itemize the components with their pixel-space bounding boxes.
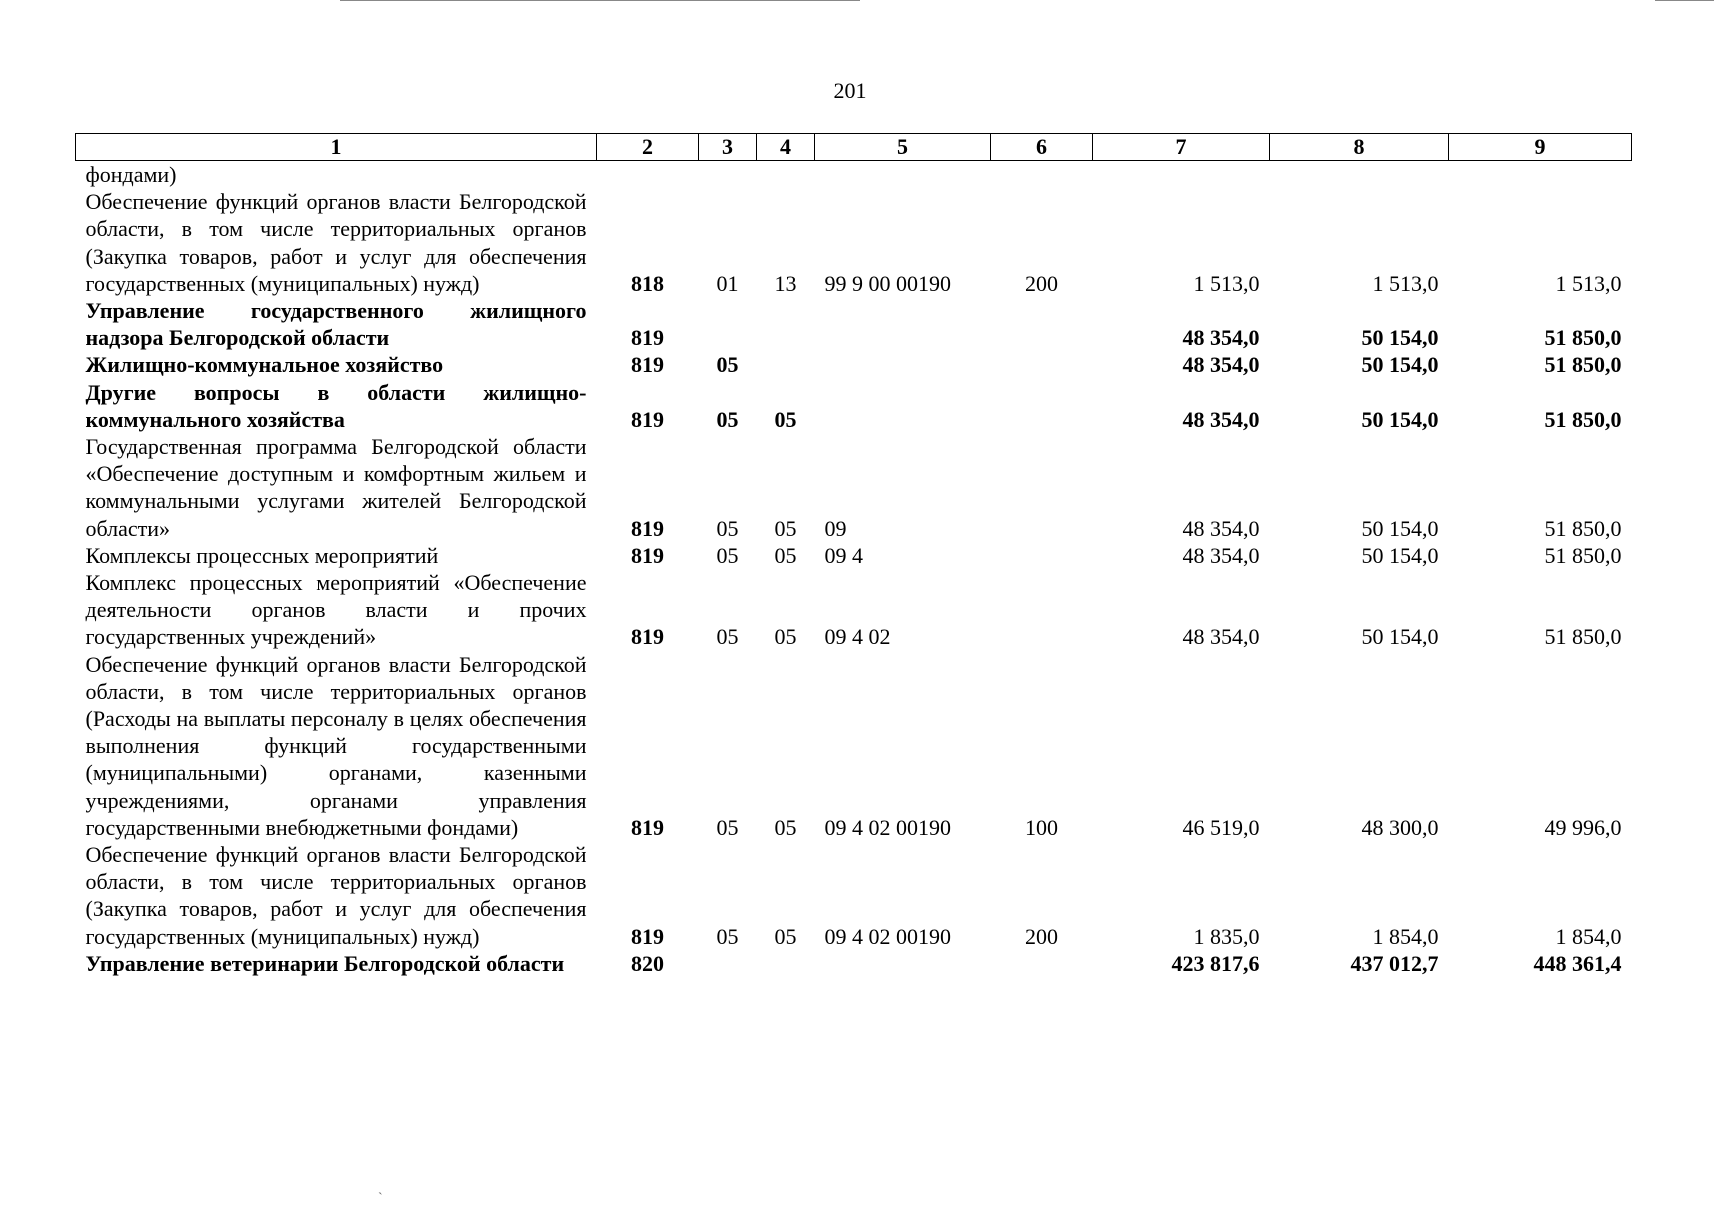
row-value-col9-cell: 49 996,0 bbox=[1544, 814, 1622, 840]
page-number-text: 201 bbox=[833, 78, 867, 103]
table-row bbox=[76, 651, 1632, 841]
scan-mark: ˋ bbox=[378, 1191, 383, 1206]
row-admin-code-cell: 819 bbox=[631, 352, 664, 378]
row-target-article-cell: 09 4 02 00190 bbox=[824, 923, 951, 949]
column-header: 4 bbox=[757, 134, 815, 161]
table-body bbox=[76, 161, 1632, 978]
row-expense-type-cell: 100 bbox=[1025, 814, 1058, 840]
column-header: 1 bbox=[76, 134, 597, 161]
table-row bbox=[76, 188, 1632, 297]
column-header: 5 bbox=[815, 134, 991, 161]
row-name-cell: Жилищно-коммунальное хозяйство bbox=[85, 352, 444, 378]
row-value-col9-cell: 1 513,0 bbox=[1555, 270, 1622, 296]
table-header-row bbox=[76, 134, 1632, 161]
row-value-col7-cell: 48 354,0 bbox=[1182, 515, 1260, 541]
row-name-cell: Обеспечение функций органов власти Белгородской области, в том числе территориальных органов (Закупка товаров, работ и услуг для обеспечения государственных (муниципальных) нужд) bbox=[85, 189, 587, 296]
row-section-cell: 05 bbox=[716, 515, 739, 541]
row-section-cell: 05 bbox=[716, 542, 739, 568]
row-section-cell: 05 bbox=[716, 406, 739, 432]
column-header: 9 bbox=[1449, 134, 1632, 161]
row-value-col9-cell: 51 850,0 bbox=[1544, 624, 1622, 650]
row-value-col7-cell: 48 354,0 bbox=[1182, 352, 1260, 378]
row-admin-code-cell: 819 bbox=[631, 923, 664, 949]
row-subsection-cell: 05 bbox=[774, 515, 797, 541]
row-section-cell: 01 bbox=[716, 270, 739, 296]
row-target-article-cell: 09 4 02 bbox=[824, 624, 891, 650]
row-value-col9-cell bbox=[1449, 161, 1632, 189]
row-admin-code-cell bbox=[597, 161, 699, 189]
row-value-col8-cell bbox=[1270, 161, 1449, 189]
scan-edge-line bbox=[340, 0, 860, 1]
row-admin-code-cell: 818 bbox=[631, 270, 664, 296]
row-value-col9-cell: 51 850,0 bbox=[1544, 406, 1622, 432]
row-subsection-cell bbox=[757, 161, 815, 189]
row-subsection-cell: 05 bbox=[774, 406, 797, 432]
row-subsection-cell: 13 bbox=[774, 270, 797, 296]
row-target-article-cell bbox=[815, 297, 991, 351]
row-value-col7-cell: 48 354,0 bbox=[1182, 406, 1260, 432]
row-subsection-cell: 05 bbox=[774, 542, 797, 568]
row-section-cell: 05 bbox=[716, 352, 739, 378]
column-header: 6 bbox=[991, 134, 1093, 161]
row-subsection-cell: 05 bbox=[774, 923, 797, 949]
row-expense-type-cell bbox=[991, 542, 1093, 569]
row-name-cell: Обеспечение функций органов власти Белгородской области, в том числе территориальных органов (Закупка товаров, работ и услуг для обеспечения государственных (муниципальных) нужд) bbox=[85, 842, 587, 949]
row-value-col8-cell: 50 154,0 bbox=[1361, 325, 1439, 351]
row-section-cell: 05 bbox=[716, 624, 739, 650]
row-target-article-cell: 09 4 02 00190 bbox=[824, 814, 951, 840]
row-admin-code-cell: 820 bbox=[631, 950, 664, 976]
row-value-col9-cell: 51 850,0 bbox=[1544, 325, 1622, 351]
table-row bbox=[76, 379, 1632, 433]
table-row bbox=[76, 351, 1632, 378]
table-row bbox=[76, 841, 1632, 950]
row-value-col8-cell: 437 012,7 bbox=[1350, 950, 1439, 976]
row-value-col7-cell: 1 835,0 bbox=[1193, 923, 1260, 949]
table-row bbox=[76, 569, 1632, 651]
row-expense-type-cell bbox=[991, 297, 1093, 351]
page-number bbox=[0, 78, 1714, 104]
row-value-col8-cell: 1 854,0 bbox=[1372, 923, 1439, 949]
row-target-article-cell: 99 9 00 00190 bbox=[824, 270, 951, 296]
row-expense-type-cell: 200 bbox=[1025, 270, 1058, 296]
row-admin-code-cell: 819 bbox=[631, 624, 664, 650]
row-value-col9-cell: 51 850,0 bbox=[1544, 515, 1622, 541]
row-target-article-cell bbox=[815, 351, 991, 378]
row-admin-code-cell: 819 bbox=[631, 814, 664, 840]
row-value-col7-cell: 48 354,0 bbox=[1182, 624, 1260, 650]
row-value-col8-cell: 50 154,0 bbox=[1361, 542, 1439, 568]
column-header: 8 bbox=[1270, 134, 1449, 161]
row-expense-type-cell bbox=[991, 161, 1093, 189]
row-expense-type-cell bbox=[991, 433, 1093, 542]
table-row bbox=[76, 950, 1632, 977]
row-value-col8-cell: 1 513,0 bbox=[1372, 270, 1439, 296]
row-name-cell: Другие вопросы в области жилищно-коммунального хозяйства bbox=[85, 379, 587, 432]
row-subsection-cell bbox=[757, 351, 815, 378]
table-row bbox=[76, 542, 1632, 569]
row-target-article-cell: 09 bbox=[824, 515, 847, 541]
row-value-col7-cell: 48 354,0 bbox=[1182, 325, 1260, 351]
budget-table bbox=[75, 133, 1632, 977]
table-row bbox=[76, 297, 1632, 351]
row-subsection-cell: 05 bbox=[774, 624, 797, 650]
column-header: 7 bbox=[1093, 134, 1270, 161]
row-value-col8-cell: 48 300,0 bbox=[1361, 814, 1439, 840]
row-value-col9-cell: 51 850,0 bbox=[1544, 542, 1622, 568]
row-target-article-cell bbox=[815, 379, 991, 433]
row-name-cell: Управление государственного жилищного надзора Белгородской области bbox=[85, 298, 587, 351]
row-subsection-cell: 05 bbox=[774, 814, 797, 840]
row-section-cell: 05 bbox=[716, 814, 739, 840]
row-value-col8-cell: 50 154,0 bbox=[1361, 515, 1439, 541]
row-expense-type-cell bbox=[991, 569, 1093, 651]
column-header: 2 bbox=[597, 134, 699, 161]
row-section-cell bbox=[699, 950, 757, 977]
row-subsection-cell bbox=[757, 950, 815, 977]
row-value-col9-cell: 448 361,4 bbox=[1533, 950, 1622, 976]
row-subsection-cell bbox=[757, 297, 815, 351]
row-name-cell: Обеспечение функций органов власти Белгородской области, в том числе территориальных органов (Расходы на выплаты персоналу в целях обеспечения выполнения функций государственными (муниципальными) органами, казенными учреждениями, органами управления государственными внебюджетными фондами) bbox=[85, 651, 587, 840]
table-row bbox=[76, 161, 1632, 189]
scan-edge-line bbox=[1655, 0, 1714, 1]
row-value-col7-cell bbox=[1093, 161, 1270, 189]
row-section-cell: 05 bbox=[716, 923, 739, 949]
row-expense-type-cell bbox=[991, 351, 1093, 378]
row-target-article-cell bbox=[815, 950, 991, 977]
row-admin-code-cell: 819 bbox=[631, 515, 664, 541]
row-expense-type-cell bbox=[991, 950, 1093, 977]
row-value-col9-cell: 1 854,0 bbox=[1555, 923, 1622, 949]
row-admin-code-cell: 819 bbox=[631, 542, 664, 568]
row-name-cell: Комплекс процессных мероприятий «Обеспечение деятельности органов власти и прочих государственных учреждений» bbox=[85, 570, 587, 650]
row-name-cell: фондами) bbox=[85, 162, 177, 187]
row-expense-type-cell: 200 bbox=[1025, 923, 1058, 949]
row-target-article-cell bbox=[815, 161, 991, 189]
row-value-col7-cell: 1 513,0 bbox=[1193, 270, 1260, 296]
row-name-cell: Комплексы процессных мероприятий bbox=[85, 542, 439, 568]
row-value-col7-cell: 48 354,0 bbox=[1182, 542, 1260, 568]
row-section-cell bbox=[699, 297, 757, 351]
row-section-cell bbox=[699, 161, 757, 189]
table-row bbox=[76, 433, 1632, 542]
row-value-col7-cell: 46 519,0 bbox=[1182, 814, 1260, 840]
row-admin-code-cell: 819 bbox=[631, 325, 664, 351]
row-value-col8-cell: 50 154,0 bbox=[1361, 406, 1439, 432]
row-value-col7-cell: 423 817,6 bbox=[1171, 950, 1260, 976]
row-value-col8-cell: 50 154,0 bbox=[1361, 352, 1439, 378]
row-value-col9-cell: 51 850,0 bbox=[1544, 352, 1622, 378]
row-name-cell: Управление ветеринарии Белгородской области bbox=[85, 950, 565, 976]
row-name-cell: Государственная программа Белгородской области «Обеспечение доступным и комфортным жильем и коммунальными услугами жителей Белгородской области» bbox=[85, 434, 587, 541]
row-admin-code-cell: 819 bbox=[631, 406, 664, 432]
row-target-article-cell: 09 4 bbox=[824, 542, 863, 568]
row-value-col8-cell: 50 154,0 bbox=[1361, 624, 1439, 650]
row-expense-type-cell bbox=[991, 379, 1093, 433]
column-header: 3 bbox=[699, 134, 757, 161]
